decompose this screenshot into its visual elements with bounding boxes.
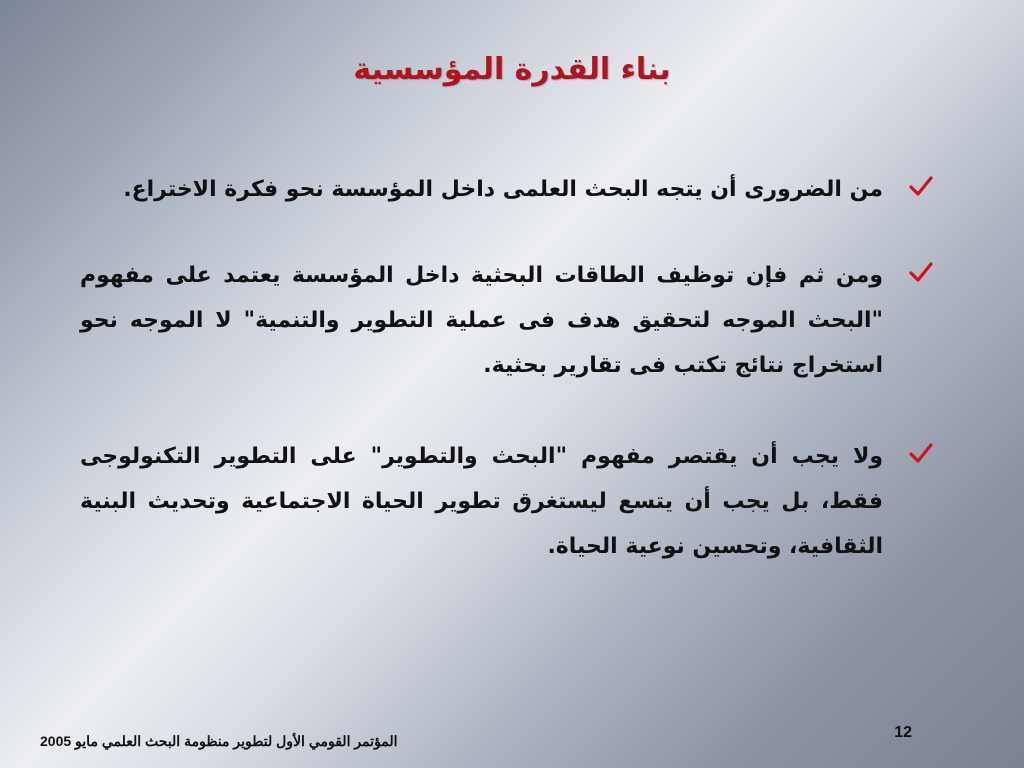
- checkmark-icon: [907, 440, 935, 468]
- bullet-item: [80, 434, 935, 569]
- bullet-list: [80, 165, 935, 569]
- bullet-text: ولا يجب أن يقتصر مفهوم "البحث والتطوير" على التطوير التكنولوجى فقط، بل يجب أن يتسع ليستغرق تطوير الحياة الاجتماعية وتحديث البنية الثقافية، وتحسين نوعية الحياة.: [80, 444, 883, 559]
- checkmark-icon: [907, 173, 935, 201]
- bullet-item: [80, 253, 935, 388]
- bullet-text: ومن ثم فإن توظيف الطاقات البحثية داخل المؤسسة يعتمد على مفهوم "البحث الموجه لتحقيق هدف فى عملية التطوير والتنمية" لا الموجه نحو استخراج نتائج تكتب فى تقارير بحثية.: [80, 263, 883, 378]
- footer-text: المؤتمر القومي الأول لتطوير منظومة البحث العلمي مايو 2005: [40, 733, 398, 749]
- bullet-text: من الضرورى أن يتجه البحث العلمى داخل المؤسسة نحو فكرة الاختراع.: [123, 177, 883, 202]
- checkmark-icon: [907, 259, 935, 287]
- slide-title: بناء القدرة المؤسسية: [353, 52, 671, 87]
- page-number: 12: [894, 724, 912, 741]
- bullet-item: [80, 165, 935, 215]
